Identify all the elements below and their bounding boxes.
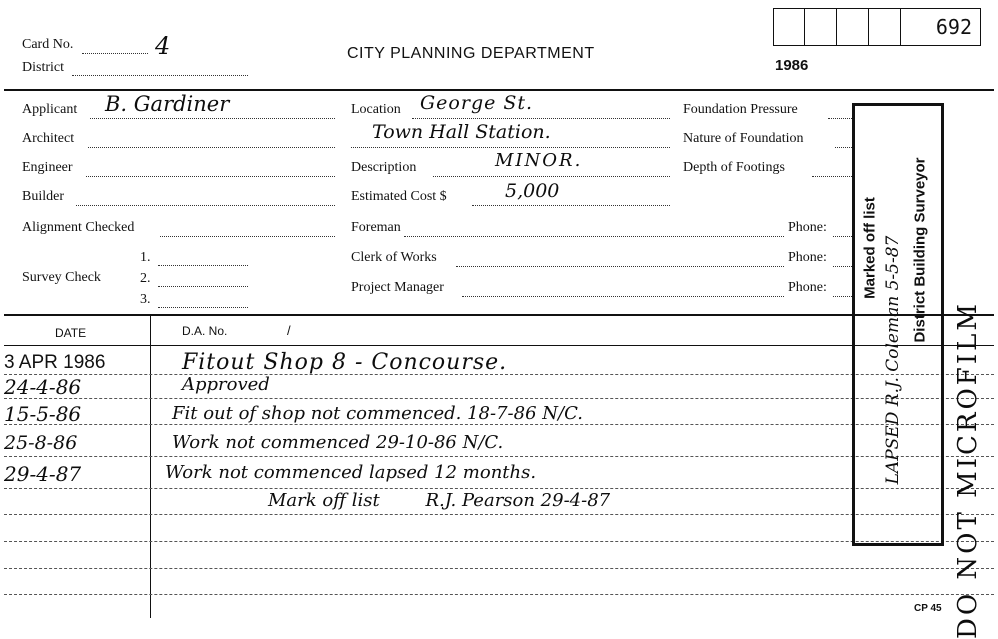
applicant-value: B. Gardiner [105,92,230,116]
card-box-divider [804,9,805,45]
date-header: DATE [55,326,87,340]
survey-line-2 [158,286,248,287]
survey-item-3: 3. [140,292,151,307]
phone-line-2 [833,266,852,267]
row-entry: Approved [182,374,270,395]
clerk-label: Clerk of Works [351,250,437,265]
survey-item-2: 2. [140,271,151,286]
location-line [412,118,670,119]
pm-line [462,296,784,297]
foreman-line [404,236,784,237]
survey-item-1: 1. [140,250,151,265]
row-date: 15-5-86 [4,402,82,426]
table-rule [4,398,994,399]
phone-line-3 [833,296,852,297]
description-label: Description [351,160,417,175]
builder-label: Builder [22,189,64,204]
survey-line-1 [158,265,248,266]
cost-label: Estimated Cost $ [351,189,447,204]
architect-label: Architect [22,131,75,146]
card-box-divider [868,9,869,45]
do-not-microfilm-text: DO NOT MICROFILM [953,301,983,639]
da-slash: / [287,323,291,338]
applicant-label: Applicant [22,102,78,117]
applicant-line [90,118,335,119]
table-rule [4,541,994,542]
table-rule [4,488,994,489]
row-date: 29-4-87 [4,462,82,486]
table-rule [4,594,994,595]
table-header-rule [4,345,994,346]
card-number: 692 [935,15,972,39]
table-top-rule [4,314,994,316]
card-box-divider [900,9,901,45]
department-title: CITY PLANNING DEPARTMENT [347,45,595,62]
row-date: 24-4-86 [4,375,82,399]
phone-label-1: Phone: [788,220,827,235]
phone-label-3: Phone: [788,280,827,295]
table-column-divider [150,316,151,618]
table-rule [4,514,994,515]
architect-line [88,147,335,148]
table-rule [4,424,994,425]
depth-line [812,176,852,177]
card-box-divider [836,9,837,45]
engineer-line [86,176,335,177]
row-date: 25-8-86 [4,432,78,454]
row-date: 3 APR 1986 [4,352,106,373]
stamp-signature: LAPSED R.J. Coleman 5-5-87 [883,235,903,485]
nature-foundation-label: Nature of Foundation [683,131,804,146]
description-line [433,176,670,177]
row-entry: Work not commenced 29-10-86 N/C. [172,432,504,453]
row-entry: Mark off list R.J. Pearson 29-4-87 [268,490,611,511]
alignment-line [160,236,335,237]
form-code: CP 45 [914,603,942,614]
location-value-1: George St. [420,92,534,114]
row-entry: Work not commenced lapsed 12 months. [165,462,537,483]
table-rule [4,568,994,569]
district-line [72,75,248,76]
foundation-pressure-label: Foundation Pressure [683,102,798,117]
row-entry: Fitout Shop 8 - Concourse. [182,350,508,375]
phone-label-2: Phone: [788,250,827,265]
stamp-line-1: Marked off list [861,197,879,299]
card-number-box [773,8,981,46]
location-line-2 [351,147,670,148]
location-label: Location [351,102,401,117]
pm-label: Project Manager [351,280,444,295]
year-label: 1986 [775,57,809,74]
phone-line-1 [833,236,852,237]
card-no-label: Card No. [22,37,74,52]
builder-line [76,205,335,206]
card-no-value: 4 [155,32,171,60]
district-label: District [22,60,64,75]
location-value-2: Town Hall Station. [372,121,551,143]
cost-line [472,205,670,206]
engineer-label: Engineer [22,160,73,175]
alignment-label: Alignment Checked [22,220,135,235]
cost-value: 5,000 [505,180,560,202]
table-rule [4,456,994,457]
survey-line-3 [158,307,248,308]
stamp-line-2: District Building Surveyor [911,157,929,343]
da-header: D.A. No. [182,324,228,338]
row-entry: Fit out of shop not commenced. 18-7-86 N/C. [172,403,583,424]
nature-foundation-line [835,147,852,148]
survey-label: Survey Check [22,270,101,285]
clerk-line [456,266,784,267]
foreman-label: Foreman [351,220,401,235]
header-rule [4,89,994,91]
card-no-line [82,53,148,54]
foundation-pressure-line [828,118,852,119]
description-value: MINOR. [495,150,583,171]
depth-label: Depth of Footings [683,160,785,175]
